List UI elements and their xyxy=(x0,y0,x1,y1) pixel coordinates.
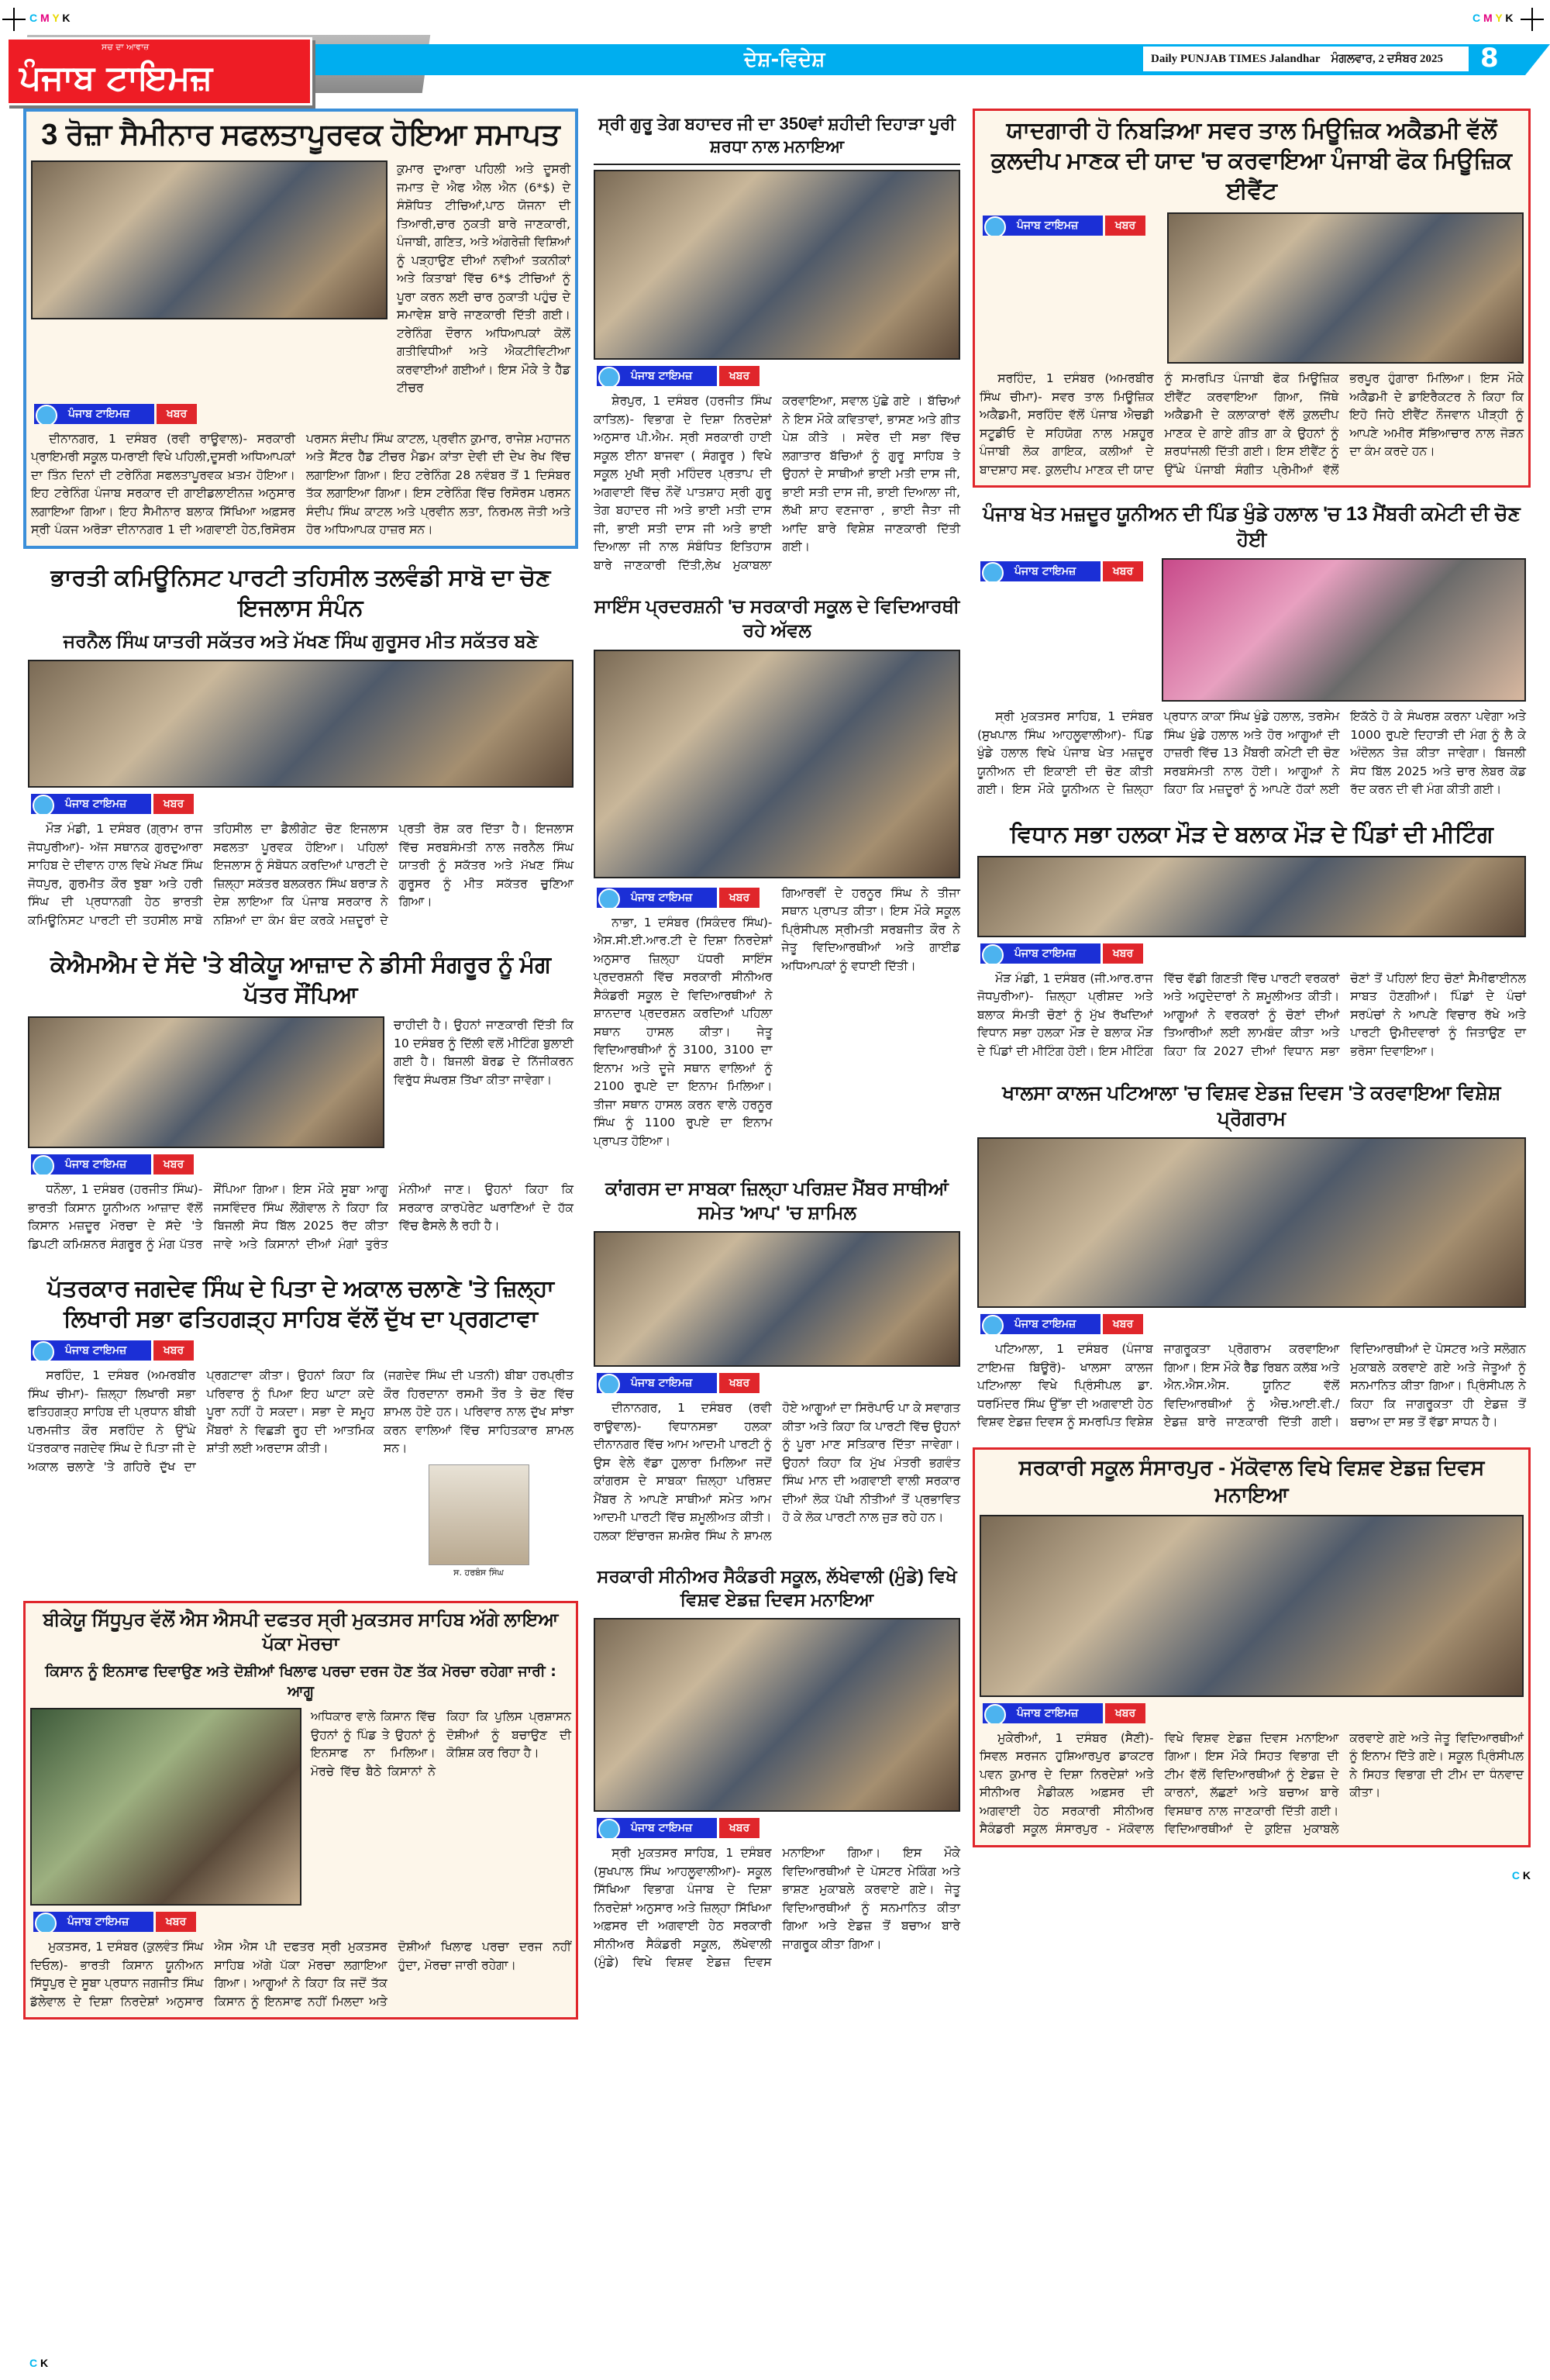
headline: ਸਰਕਾਰੀ ਸਕੂਲ ਸੰਸਾਰਪੁਰ - ਮੱਕੋਵਾਲ ਵਿਖੇ ਵਿਸ਼ਵ ਏਡਜ਼ ਦਿਵਸ ਮਨਾਇਆ xyxy=(1018,1455,1485,1506)
punjab-times-khabar-badge: ਪੰਜਾਬ ਟਾਇਮਜ਼ ਖਬਰ xyxy=(597,888,760,908)
punjab-times-khabar-badge: ਪੰਜਾਬ ਟਾਇਮਜ਼ ਖਬਰ xyxy=(31,1154,194,1174)
registration-cross xyxy=(1521,8,1544,31)
article-text: ਦੀਨਾਨਗਰ, 1 ਦਸੰਬਰ (ਰਵੀ ਰਾਊਵਾਲ)- ਸਰਕਾਰੀ ਪ੍ਰਾਇਮਰੀ ਸਕੂਲ ਧਮਰਾਈ ਵਿਖੇ ਪਹਿਲੀ,ਦੂਸਰੀ ਅਧਿਆਪਕਾਂ ਦਾ ਤਿੰਨ ਦਿਨਾਂ ਦੀ ਟਰੇਨਿੰਗ ਸਫਲਤਾਪੂਰਵਕ ਖ਼ਤਮ ਹੋਇਆ। ਇਹ ਟਰੇਨਿੰਗ ਪੰਜਾਬ ਸਰਕਾਰ ਦੀ ਗਾਈਡਲਾਈਨਜ਼ ਅਨੁਸਾਰ ਲਗਾਇਆ ਗਿਆ। ਇਹ ਸੈਮੀਨਾਰ ਬਲਾਕ ਸਿੱਖਿਆ ਅਫ਼ਸਰ ਸ੍ਰੀ ਪੰਕਜ ਅਰੋੜਾ ਦੀਨਾਨਗਰ 1 ਦੀ ਅਗਵਾਈ ਹੇਠ,ਰਿਸੋਰਸ ਪਰਸਨ ਸੰਦੀਪ ਸਿੰਘ ਕਾਟਲ, ਪ੍ਰਵੀਨ ਕੁਮਾਰ, ਰਾਜੇਸ਼ ਮਹਾਜਨ ਅਤੇ ਸੈਂਟਰ ਹੈੱਡ ਟੀਚਰ ਮੈਡਮ ਕਾਂਤਾ ਦੇਵੀ ਦੀ ਦੇਖ ਰੇਖ ਵਿੱਚ ਲਗਾਇਆ ਗਿਆ। ਇਹ ਟਰੇਨਿੰਗ 28 ਨਵੰਬਰ ਤੋਂ 1 ਦਿਸੰਬਰ ਤੱਕ ਲਗਾਇਆ ਗਿਆ। ਇਸ ਟਰੇਨਿੰਗ ਵਿੱਚ ਰਿਸੋਰਸ ਪਰਸਨ ਸੰਦੀਪ ਸਿੰਘ ਕਾਟਲ ਅਤੇ ਪ੍ਰਵੀਨ ਲਤਾ, ਨਿਰਮਲ ਜੋਤੀ ਅਤੇ ਹੋਰ ਅਧਿਆਪਕ ਹਾਜ਼ਰ ਸਨ। xyxy=(31,431,570,537)
headline: ਭਾਰਤੀ ਕਮਿਊਨਿਸਟ ਪਾਰਟੀ ਤਹਿਸੀਲ ਤਲਵੰਡੀ ਸਾਬੋ ਦਾ ਚੋਣ ਇਜਲਾਸ ਸੰਪੰਨ xyxy=(50,564,551,621)
photo xyxy=(977,856,1526,937)
subhead: ਜਰਨੈਲ ਸਿੰਘ ਯਾਤਰੀ ਸਕੱਤਰ ਅਤੇ ਮੱਖਣ ਸਿੰਘ ਗੁਰੂਸਰ ਮੀਤ ਸਕੱਤਰ ਬਣੇ xyxy=(63,630,539,652)
article-kuldeep-manak xyxy=(973,109,1531,488)
headline: ਪੰਜਾਬ ਖੇਤ ਮਜ਼ਦੂਰ ਯੂਨੀਅਨ ਦੀ ਪਿੰਡ ਖੁੰਡੇ ਹਲਾਲ 'ਚ 13 ਮੈਂਬਰੀ ਕਮੇਟੀ ਦੀ ਚੋਣ ਹੋਈ xyxy=(983,503,1521,550)
portrait-caption: ਸ. ਹਰਬੰਸ ਸਿੰਘ xyxy=(453,1567,504,1578)
punjab-times-khabar-badge: ਪੰਜਾਬ ਟਾਇਮਜ਼ ਖਬਰ xyxy=(983,216,1145,236)
divider xyxy=(594,164,960,165)
tagline: ਸਚ ਦਾ ਆਵਾਜ਼ xyxy=(102,42,150,52)
article-text: ਸ੍ਰੀ ਮੁਕਤਸਰ ਸਾਹਿਬ, 1 ਦਸੰਬਰ (ਸੁਖਪਾਲ ਸਿੰਘ ਆਹਲੂਵਾਲੀਆ)- ਪਿੰਡ ਖੁੰਡੇ ਹਲਾਲ ਵਿਖੇ ਪੰਜਾਬ ਖੇਤ ਮਜ਼ਦੂਰ ਯੂਨੀਅਨ ਦੀ ਇਕਾਈ ਦੀ ਚੋਣ ਕੀਤੀ ਗਈ। ਇਸ ਮੌਕੇ ਯੂਨੀਅਨ ਦੇ ਜ਼ਿਲ੍ਹਾ ਪ੍ਰਧਾਨ ਕਾਕਾ ਸਿੰਘ ਖੁੰਡੇ ਹਲਾਲ, ਤਰਸੇਮ ਸਿੰਘ ਖੁੰਡੇ ਹਲਾਲ ਅਤੇ ਹੋਰ ਆਗੂਆਂ ਦੀ ਹਾਜ਼ਰੀ ਵਿੱਚ 13 ਮੈਂਬਰੀ ਕਮੇਟੀ ਦੀ ਚੋਣ ਸਰਬਸੰਮਤੀ ਨਾਲ ਹੋਈ। ਆਗੂਆਂ ਨੇ ਕਿਹਾ ਕਿ ਮਜ਼ਦੂਰਾਂ ਨੂੰ ਆਪਣੇ ਹੱਕਾਂ ਲਈ ਇਕੱਠੇ ਹੋ ਕੇ ਸੰਘਰਸ਼ ਕਰਨਾ ਪਵੇਗਾ ਅਤੇ 1000 ਰੁਪਏ ਦਿਹਾੜੀ ਦੀ ਮੰਗ ਨੂੰ ਲੈ ਕੇ ਅੰਦੋਲਨ ਤੇਜ਼ ਕੀਤਾ ਜਾਵੇਗਾ। ਬਿਜਲੀ ਸੋਧ ਬਿੱਲ 2025 ਅਤੇ ਚਾਰ ਲੇਬਰ ਕੋਡ ਰੱਦ ਕਰਨ ਦੀ ਵੀ ਮੰਗ ਕੀਤੀ ਗਈ। xyxy=(977,709,1526,796)
photo xyxy=(28,660,574,788)
paper-logo xyxy=(6,37,312,105)
footer-registration xyxy=(973,1864,1531,1888)
headline: 3 ਰੋਜ਼ਾ ਸੈਮੀਨਾਰ ਸਫਲਤਾਪੂਰਵਕ ਹੋਇਆ ਸਮਾਪਤ xyxy=(41,119,560,151)
article-text: ਮੌੜ ਮੰਡੀ, 1 ਦਸੰਬਰ (ਜੀ.ਆਰ.ਰਾਜ ਜੋਧਪੁਰੀਆ)- ਜ਼ਿਲ੍ਹਾ ਪ੍ਰੀਸ਼ਦ ਅਤੇ ਬਲਾਕ ਸੰਮਤੀ ਚੋਣਾਂ ਨੂੰ ਮੁੱਖ ਰੱਖਦਿਆਂ ਵਿਧਾਨ ਸਭਾ ਹਲਕਾ ਮੌੜ ਦੇ ਬਲਾਕ ਮੌੜ ਦੇ ਪਿੰਡਾਂ ਦੀ ਮੀਟਿੰਗ ਹੋਈ। ਇਸ ਮੀਟਿੰਗ ਵਿੱਚ ਵੱਡੀ ਗਿਣਤੀ ਵਿੱਚ ਪਾਰਟੀ ਵਰਕਰਾਂ ਅਤੇ ਅਹੁਦੇਦਾਰਾਂ ਨੇ ਸ਼ਮੂਲੀਅਤ ਕੀਤੀ। ਆਗੂਆਂ ਨੇ ਵਰਕਰਾਂ ਨੂੰ ਚੋਣਾਂ ਦੀਆਂ ਤਿਆਰੀਆਂ ਲਈ ਲਾਮਬੰਦ ਕੀਤਾ ਅਤੇ ਕਿਹਾ ਕਿ 2027 ਦੀਆਂ ਵਿਧਾਨ ਸਭਾ ਚੋਣਾਂ ਤੋਂ ਪਹਿਲਾਂ ਇਹ ਚੋਣਾਂ ਸੈਮੀਫਾਈਨਲ ਸਾਬਤ ਹੋਣਗੀਆਂ। ਪਿੰਡਾਂ ਦੇ ਪੰਚਾਂ ਸਰਪੰਚਾਂ ਨੇ ਆਪਣੇ ਵਿਚਾਰ ਰੱਖੇ ਅਤੇ ਪਾਰਟੀ ਉਮੀਦਵਾਰਾਂ ਨੂੰ ਜਿਤਾਉਣ ਦਾ ਭਰੋਸਾ ਦਿਵਾਇਆ। xyxy=(977,971,1526,1058)
headline: ਸਾਇੰਸ ਪ੍ਰਦਰਸ਼ਨੀ 'ਚ ਸਰਕਾਰੀ ਸਕੂਲ ਦੇ ਵਿਦਿਆਰਥੀ ਰਹੇ ਅੱਵਲ xyxy=(594,596,960,642)
photo xyxy=(594,170,960,360)
portrait-image xyxy=(429,1464,529,1565)
punjab-times-khabar-badge: ਪੰਜਾਬ ਟਾਇਮਜ਼ ਖਬਰ xyxy=(597,366,760,386)
edition-name: Daily PUNJAB TIMES Jalandhar xyxy=(1151,52,1321,65)
punjab-times-khabar-badge: ਪੰਜਾਬ ਟਾਇਮਜ਼ ਖਬਰ xyxy=(597,1818,760,1838)
article-science xyxy=(589,590,965,1163)
article-text: ਮੌੜ ਮੰਡੀ, 1 ਦਸੰਬਰ (ਗ੍ਰਾਮ ਰਾਜ ਜੋਧਪੁਰੀਆ)- ਅੱਜ ਸਥਾਨਕ ਗੁਰਦੁਆਰਾ ਸਾਹਿਬ ਦੇ ਦੀਵਾਨ ਹਾਲ ਵਿਖੇ ਮੱਖਣ ਸਿੰਘ ਜੋਧਪੁਰ, ਗੁਰਮੀਤ ਕੌਰ ਝੁਬਾ ਅਤੇ ਹਰੀ ਸਿੰਘ ਦੀ ਪ੍ਰਧਾਨਗੀ ਹੇਠ ਭਾਰਤੀ ਕਮਿਊਨਿਸਟ ਪਾਰਟੀ ਦੀ ਤਹਸੀਲ ਸਾਬੋ ਤਹਿਸੀਲ ਦਾ ਡੈਲੀਗੇਟ ਚੋਣ ਇਜਲਾਸ ਸਫਲਤਾ ਪੂਰਵਕ ਹੋਇਆ। ਪਹਿਲਾਂ ਇਜਲਾਸ ਨੂੰ ਸੰਬੋਧਨ ਕਰਦਿਆਂ ਪਾਰਟੀ ਦੇ ਜ਼ਿਲ੍ਹਾ ਸਕੱਤਰ ਬਲਕਰਨ ਸਿੰਘ ਬਰਾੜ ਨੇ ਦੇਸ਼ ਲਾਇਆ ਕਿ ਪੰਜਾਬ ਸਰਕਾਰ ਨੇ ਨਸ਼ਿਆਂ ਦਾ ਕੰਮ ਬੰਦ ਕਰਕੇ ਮਜ਼ਦੂਰਾਂ ਦੇ ਪ੍ਰਤੀ ਰੋਸ਼ ਕਰ ਦਿੱਤਾ ਹੈ। ਇਜਲਾਸ ਵਿੱਚ ਸਰਬਸੰਮਤੀ ਨਾਲ ਜਰਨੈਲ ਸਿੰਘ ਯਾਤਰੀ ਨੂੰ ਸਕੱਤਰ ਅਤੇ ਮੱਖਣ ਸਿੰਘ ਗੁਰੂਸਰ ਨੂੰ ਮੀਤ ਸਕੱਤਰ ਚੁਣਿਆ ਗਿਆ। xyxy=(28,822,574,927)
cmyk-mark: C M Y K xyxy=(1472,12,1514,24)
photo xyxy=(1162,558,1526,702)
headline: ਸ੍ਰੀ ਗੁਰੂ ਤੇਗ ਬਹਾਦਰ ਜੀ ਦਾ 350ਵਾਂ ਸ਼ਹੀਦੀ ਦਿਹਾੜਾ ਪੂਰੀ ਸ਼ਰਧਾ ਨਾਲ ਮਨਾਇਆ xyxy=(598,114,956,156)
article-lakhewali xyxy=(589,1561,965,1978)
article-bku-sidhupur xyxy=(23,1601,578,2020)
article-kmm xyxy=(23,945,578,1260)
punjab-times-khabar-badge: ਪੰਜਾਬ ਟਾਇਮਜ਼ ਖਬਰ xyxy=(31,794,194,814)
section-title: ਦੇਸ਼-ਵਿਦੇਸ਼ xyxy=(744,48,825,71)
headline: ਖਾਲਸਾ ਕਾਲਜ ਪਟਿਆਲਾ 'ਚ ਵਿਸ਼ਵ ਏਡਜ਼ ਦਿਵਸ 'ਤੇ ਕਰਵਾਇਆ ਵਿਸ਼ੇਸ਼ ਪ੍ਰੋਗਰਾਮ xyxy=(1002,1082,1501,1130)
page-number: 8 xyxy=(1480,43,1499,74)
article-text: ਮੁਕਤਸਰ, 1 ਦਸੰਬਰ (ਕੁਲਵੰਤ ਸਿੰਘ ਦਿਓਲ)- ਭਾਰਤੀ ਕਿਸਾਨ ਯੂਨੀਅਨ ਸਿੱਧੂਪੁਰ ਦੇ ਸੂਬਾ ਪ੍ਰਧਾਨ ਜਗਜੀਤ ਸਿੰਘ ਡੱਲੇਵਾਲ ਦੇ ਦਿਸ਼ਾ ਨਿਰਦੇਸ਼ਾਂ ਅਨੁਸਾਰ ਐਸ ਐਸ ਪੀ ਦਫਤਰ ਸ੍ਰੀ ਮੁਕਤਸਰ ਸਾਹਿਬ ਅੱਗੇ ਪੱਕਾ ਮੋਰਚਾ ਲਗਾਇਆ ਗਿਆ। ਆਗੂਆਂ ਨੇ ਕਿਹਾ ਕਿ ਜਦੋਂ ਤੱਕ ਕਿਸਾਨ ਨੂੰ ਇਨਸਾਫ ਨਹੀਂ ਮਿਲਦਾ ਅਤੇ ਦੋਸ਼ੀਆਂ ਖਿਲਾਫ ਪਰਚਾ ਦਰਜ ਨਹੀਂ ਹੁੰਦਾ, ਮੋਰਚਾ ਜਾਰੀ ਰਹੇਗਾ। xyxy=(30,1940,571,2009)
article-congress xyxy=(589,1172,965,1551)
photo xyxy=(594,650,960,878)
paper-name: ਪੰਜਾਬ ਟਾਇਮਜ਼ xyxy=(19,58,213,98)
photo xyxy=(31,160,388,319)
article-khet-mazdoor xyxy=(973,497,1531,805)
headline: ਵਿਧਾਨ ਸਭਾ ਹਲਕਾ ਮੌੜ ਦੇ ਬਲਾਕ ਮੌੜ ਦੇ ਪਿੰਡਾਂ ਦੀ ਮੀਟਿੰਗ xyxy=(1010,821,1493,847)
subhead: ਕਿਸਾਨ ਨੂੰ ਇਨਸਾਫ ਦਿਵਾਉਣ ਅਤੇ ਦੋਸ਼ੀਆਂ ਖਿਲਾਫ ਪਰਚਾ ਦਰਜ ਹੋਣ ਤੱਕ ਮੋਰਚਾ ਰਹੇਗਾ ਜਾਰੀ : ਆਗੂ xyxy=(45,1662,556,1700)
punjab-times-khabar-badge: ਪੰਜਾਬ ਟਾਇਮਜ਼ ਖਬਰ xyxy=(980,561,1143,581)
article-text: ਸ਼ੇਰਪੁਰ, 1 ਦਸੰਬਰ (ਹਰਜੀਤ ਸਿੰਘ ਕਾਤਿਲ)- ਵਿਭਾਗ ਦੇ ਦਿਸ਼ਾ ਨਿਰਦੇਸ਼ਾਂ ਅਨੁਸਾਰ ਪੀ.ਐਮ. ਸ੍ਰੀ ਸਰਕਾਰੀ ਹਾਈ ਸਕੂਲ ਈਨਾ ਬਾਜਵਾ ( ਸੰਗਰੂਰ ) ਵਿਖੇ ਸਕੂਲ ਮੁਖੀ ਸ੍ਰੀ ਮਹਿੰਦਰ ਪ੍ਰਤਾਪ ਦੀ ਅਗਵਾਈ ਵਿੱਚ ਨੌਵੇਂ ਪਾਤਸ਼ਾਹ ਸ੍ਰੀ ਗੁਰੂ ਤੇਗ ਬਹਾਦਰ ਜੀ ਅਤੇ ਭਾਈ ਮਤੀ ਦਾਸ ਜੀ, ਭਾਈ ਸਤੀ ਦਾਸ ਜੀ ਅਤੇ ਭਾਈ ਦਿਆਲਾ ਜੀ ਨਾਲ ਸੰਬੰਧਿਤ ਇਤਿਹਾਸ ਬਾਰੇ ਜਾਣਕਾਰੀ ਦਿੱਤੀ,ਲੇਖ ਮੁਕਾਬਲਾ ਕਰਵਾਇਆ, ਸਵਾਲ ਪੁੱਛੇ ਗਏ । ਬੱਚਿਆਂ ਨੇ ਇਸ ਮੌਕੇ ਕਵਿਤਾਵਾਂ, ਭਾਸਣ ਅਤੇ ਗੀਤ ਪੇਸ਼ ਕੀਤੇ । ਸਵੇਰ ਦੀ ਸਭਾ ਵਿੱਚ ਲਗਾਤਾਰ ਬੱਚਿਆਂ ਨੂੰ ਗੁਰੂ ਸਾਹਿਬ ਤੇ ਉਹਨਾਂ ਦੇ ਸਾਥੀਆਂ ਭਾਈ ਮਤੀ ਦਾਸ ਜੀ, ਭਾਈ ਸਤੀ ਦਾਸ ਜੀ, ਭਾਈ ਦਿਆਲਾ ਜੀ, ਲੱਖੀ ਸ਼ਾਹ ਵਣਜਾਰਾ , ਭਾਈ ਜੈਤਾ ਜੀ ਆਦਿ ਬਾਰੇ ਵਿਸ਼ੇਸ਼ ਜਾਣਕਾਰੀ ਦਿੱਤੀ ਗਈ। xyxy=(594,394,960,572)
article-jagdev xyxy=(23,1269,578,1592)
article-guru-tegh-bahadur xyxy=(589,109,965,581)
punjab-times-khabar-badge: ਪੰਜਾਬ ਟਾਇਮਜ਼ ਖਬਰ xyxy=(980,943,1143,964)
article-text: (ਜਗਦੇਵ ਸਿੰਘ ਦੀ ਪਤਨੀ) ਬੀਬਾ ਹਰਪ੍ਰੀਤ ਕੌਰ ਹਿਰਦਾਨਾ ਰਸਮੀ ਤੌਰ ਤੇ ਚੋਣ ਵਿੱਚ ਸ਼ਾਮਲ ਹੋਏ ਹਨ। ਪਰਿਵਾਰ ਨਾਲ ਦੁੱਖ ਸਾਂਝਾ ਕਰਨ ਵਾਲਿਆਂ ਵਿੱਚ ਸਾਹਿਤਕਾਰ ਸ਼ਾਮਲ ਸਨ। xyxy=(384,1368,574,1456)
cmyk-mark: C M Y K xyxy=(29,12,71,24)
article-sansarpur xyxy=(973,1447,1531,1847)
photo xyxy=(594,1618,960,1812)
article-communist xyxy=(23,558,578,936)
headline: ਯਾਦਗਾਰੀ ਹੋ ਨਿਬੜਿਆ ਸਵਰ ਤਾਲ ਮਿਊਜ਼ਿਕ ਅਕੈਡਮੀ ਵੱਲੋਂ ਕੁਲਦੀਪ ਮਾਣਕ ਦੀ ਯਾਦ 'ਚ ਕਰਵਾਇਆ ਪੰਜਾਬੀ ਫੋਕ ਮਿਊਜ਼ਿਕ ਈਵੈਂਟ xyxy=(991,118,1512,204)
article-text: ਸਰਹਿੰਦ, 1 ਦਸੰਬਰ (ਅਮਰਬੀਰ ਸਿੰਘ ਚੀਮਾ)- ਸਵਰ ਤਾਲ ਮਿਊਜ਼ਿਕ ਅਕੈਡਮੀ, ਸਰਹਿੰਦ ਵੱਲੋਂ ਪੰਜਾਬ ਐਚਡੀ ਸਟੂਡੀਓ ਦੇ ਸਹਿਯੋਗ ਨਾਲ ਮਸ਼ਹੂਰ ਪੰਜਾਬੀ ਲੋਕ ਗਾਇਕ, ਕਲੀਆਂ ਦੇ ਬਾਦਸ਼ਾਹ ਸਵ. ਕੁਲਦੀਪ ਮਾਣਕ ਦੀ ਯਾਦ ਨੂੰ ਸਮਰਪਿਤ ਪੰਜਾਬੀ ਫੋਕ ਮਿਊਜ਼ਿਕ ਈਵੈਂਟ ਕਰਵਾਇਆ ਗਿਆ, ਜਿੱਥੇ ਅਕੈਡਮੀ ਦੇ ਕਲਾਕਾਰਾਂ ਵੱਲੋਂ ਕੁਲਦੀਪ ਮਾਣਕ ਦੇ ਗਾਏ ਗੀਤ ਗਾ ਕੇ ਉਹਨਾਂ ਨੂੰ ਸ਼ਰਧਾਂਜਲੀ ਦਿੱਤੀ ਗਈ। ਇਸ ਈਵੈਂਟ ਨੂੰ ਉੱਘੇ ਪੰਜਾਬੀ ਸੰਗੀਤ ਪ੍ਰੇਮੀਆਂ ਵੱਲੋਂ ਭਰਪੂਰ ਹੁੰਗਾਰਾ ਮਿਲਿਆ। ਇਸ ਮੌਕੇ ਅਕੈਡਮੀ ਦੇ ਡਾਇਰੈਕਟਰ ਨੇ ਕਿਹਾ ਕਿ ਇਹੋ ਜਿਹੇ ਈਵੈਂਟ ਨੌਜਵਾਨ ਪੀੜ੍ਹੀ ਨੂੰ ਆਪਣੇ ਅਮੀਰ ਸੱਭਿਆਚਾਰ ਨਾਲ ਜੋੜਨ ਦਾ ਕੰਮ ਕਰਦੇ ਹਨ। xyxy=(980,371,1524,477)
portrait-photo xyxy=(429,1464,529,1579)
article-text: ਅਧਿਕਾਰ ਵਾਲੇ ਕਿਸਾਨ ਵਿੱਚ ਉਹਨਾਂ ਨੂੰ ਪਿੰਡ ਤੇ ਉਹਨਾਂ ਨੂੰ ਇਨਸਾਫ ਨਾ ਮਿਲਿਆ। ਮੋਰਚੇ ਵਿੱਚ ਬੈਠੇ ਕਿਸਾਨਾਂ ਨੇ ਕਿਹਾ ਕਿ ਪੁਲਿਸ ਪ੍ਰਸ਼ਾਸਨ ਦੋਸ਼ੀਆਂ ਨੂੰ ਬਚਾਉਣ ਦੀ ਕੋਸ਼ਿਸ਼ ਕਰ ਰਿਹਾ ਹੈ। xyxy=(311,1709,571,1778)
article-text: ਮੁਕੇਰੀਆਂ, 1 ਦਸੰਬਰ (ਸੈਣੀ)- ਸਿਵਲ ਸਰਜਨ ਹੁਸ਼ਿਆਰਪੁਰ ਡਾਕਟਰ ਪਵਨ ਕੁਮਾਰ ਦੇ ਦਿਸ਼ਾ ਨਿਰਦੇਸ਼ਾਂ ਅਤੇ ਸੀਨੀਅਰ ਮੈਡੀਕਲ ਅਫ਼ਸਰ ਦੀ ਅਗਵਾਈ ਹੇਠ ਸਰਕਾਰੀ ਸੀਨੀਅਰ ਸੈਕੰਡਰੀ ਸਕੂਲ ਸੰਸਾਰਪੁਰ - ਮੱਕੋਵਾਲ ਵਿਖੇ ਵਿਸ਼ਵ ਏਡਜ਼ ਦਿਵਸ ਮਨਾਇਆ ਗਿਆ। ਇਸ ਮੌਕੇ ਸਿਹਤ ਵਿਭਾਗ ਦੀ ਟੀਮ ਵੱਲੋਂ ਵਿਦਿਆਰਥੀਆਂ ਨੂੰ ਏਡਜ਼ ਦੇ ਕਾਰਨਾਂ, ਲੱਛਣਾਂ ਅਤੇ ਬਚਾਅ ਬਾਰੇ ਵਿਸਥਾਰ ਨਾਲ ਜਾਣਕਾਰੀ ਦਿੱਤੀ ਗਈ। ਵਿਦਿਆਰਥੀਆਂ ਦੇ ਕੁਇਜ਼ ਮੁਕਾਬਲੇ ਕਰਵਾਏ ਗਏ ਅਤੇ ਜੇਤੂ ਵਿਦਿਆਰਥੀਆਂ ਨੂੰ ਇਨਾਮ ਦਿੱਤੇ ਗਏ। ਸਕੂਲ ਪ੍ਰਿੰਸੀਪਲ ਨੇ ਸਿਹਤ ਵਿਭਾਗ ਦੀ ਟੀਮ ਦਾ ਧੰਨਵਾਦ ਕੀਤਾ। xyxy=(980,1730,1524,1837)
article-text: ਚਾਹੀਦੀ ਹੈ। ਉਹਨਾਂ ਜਾਣਕਾਰੀ ਦਿੱਤੀ ਕਿ 10 ਦਸੰਬਰ ਨੂੰ ਦਿੱਲੀ ਵਲੋਂ ਮੀਟਿੰਗ ਬੁਲਾਈ ਗਈ ਹੈ। ਬਿਜਲੀ ਬੋਰਡ ਦੇ ਨਿੱਜੀਕਰਨ ਵਿਰੁੱਧ ਸੰਘਰਸ਼ ਤਿੱਖਾ ਕੀਤਾ ਜਾਵੇਗਾ। xyxy=(394,1018,574,1087)
article-text: ਨਾਭਾ, 1 ਦਸੰਬਰ (ਸਿਕੰਦਰ ਸਿੰਘ)- ਐਸ.ਸੀ.ਈ.ਆਰ.ਟੀ ਦੇ ਦਿਸ਼ਾ ਨਿਰਦੇਸ਼ਾਂ ਅਨੁਸਾਰ ਜ਼ਿਲ੍ਹਾ ਪੱਧਰੀ ਸਾਇੰਸ ਪ੍ਰਦਰਸ਼ਨੀ ਵਿੱਚ ਸਰਕਾਰੀ ਸੀਨੀਅਰ ਸੈਕੰਡਰੀ ਸਕੂਲ ਦੇ ਵਿਦਿਆਰਥੀਆਂ ਨੇ ਸ਼ਾਨਦਾਰ ਪ੍ਰਦਰਸ਼ਨ ਕਰਦਿਆਂ ਪਹਿਲਾ ਸਥਾਨ ਹਾਸਲ ਕੀਤਾ। ਜੇਤੂ ਵਿਦਿਆਰਥੀਆਂ ਨੂੰ 3100, 3100 ਦਾ ਇਨਾਮ ਅਤੇ ਦੂਜੇ ਸਥਾਨ ਵਾਲਿਆਂ ਨੂੰ 2100 ਰੁਪਏ ਦਾ ਇਨਾਮ ਮਿਲਿਆ। ਤੀਜਾ ਸਥਾਨ ਹਾਸਲ ਕਰਨ ਵਾਲੇ ਹਰਨੂਰ ਸਿੰਘ ਨੂੰ 1100 ਰੁਪਏ ਦਾ ਇਨਾਮ ਪ੍ਰਾਪਤ ਹੋਇਆ। xyxy=(594,915,773,1148)
edition-date xyxy=(1143,47,1469,71)
left-column xyxy=(23,109,578,2020)
article-text: ਧਨੌਲਾ, 1 ਦਸੰਬਰ (ਹਰਜੀਤ ਸਿੰਘ)- ਭਾਰਤੀ ਕਿਸਾਨ ਯੂਨੀਅਨ ਆਜ਼ਾਦ ਵੱਲੋਂ ਕਿਸਾਨ ਮਜ਼ਦੂਰ ਮੋਰਚਾ ਦੇ ਸੱਦੇ 'ਤੇ ਡਿਪਟੀ ਕਮਿਸ਼ਨਰ ਸੰਗਰੂਰ ਨੂੰ ਮੰਗ ਪੱਤਰ ਸੌਂਪਿਆ ਗਿਆ। ਇਸ ਮੌਕੇ ਸੂਬਾ ਆਗੂ ਜਸਵਿੰਦਰ ਸਿੰਘ ਲੌਂਗੋਵਾਲ ਨੇ ਕਿਹਾ ਕਿ ਬਿਜਲੀ ਸੋਧ ਬਿੱਲ 2025 ਰੱਦ ਕੀਤਾ ਜਾਵੇ ਅਤੇ ਕਿਸਾਨਾਂ ਦੀਆਂ ਮੰਗਾਂ ਤੁਰੰਤ ਮੰਨੀਆਂ ਜਾਣ। ਉਹਨਾਂ ਕਿਹਾ ਕਿ ਸਰਕਾਰ ਕਾਰਪੋਰੇਟ ਘਰਾਣਿਆਂ ਦੇ ਹੱਕ ਵਿੱਚ ਫੈਸਲੇ ਲੈ ਰਹੀ ਹੈ। xyxy=(28,1182,574,1251)
article-maur xyxy=(973,815,1531,1068)
punjab-times-khabar-badge: ਪੰਜਾਬ ਟਾਇਮਜ਼ ਖਬਰ xyxy=(980,1314,1143,1334)
headline: ਕਾਂਗਰਸ ਦਾ ਸਾਬਕਾ ਜ਼ਿਲ੍ਹਾ ਪਰਿਸ਼ਦ ਮੈਂਬਰ ਸਾਥੀਆਂ ਸਮੇਤ 'ਆਪ' 'ਚ ਸ਼ਾਮਿਲ xyxy=(605,1178,949,1224)
article-text: ਪਟਿਆਲਾ, 1 ਦਸੰਬਰ (ਪੰਜਾਬ ਟਾਇਮਜ਼ ਬਿਊਰੋ)- ਖਾਲਸਾ ਕਾਲਜ ਪਟਿਆਲਾ ਵਿਖੇ ਪ੍ਰਿੰਸੀਪਲ ਡਾ. ਧਰਮਿੰਦਰ ਸਿੰਘ ਉੱਭਾ ਦੀ ਅਗਵਾਈ ਹੇਠ ਵਿਸ਼ਵ ਏਡਜ਼ ਦਿਵਸ ਨੂੰ ਸਮਰਪਿਤ ਵਿਸ਼ੇਸ਼ ਜਾਗਰੂਕਤਾ ਪ੍ਰੋਗਰਾਮ ਕਰਵਾਇਆ ਗਿਆ। ਇਸ ਮੌਕੇ ਰੈੱਡ ਰਿਬਨ ਕਲੱਬ ਅਤੇ ਐਨ.ਐਸ.ਐਸ. ਯੂਨਿਟ ਵੱਲੋਂ ਵਿਦਿਆਰਥੀਆਂ ਨੂੰ ਐਚ.ਆਈ.ਵੀ./ਏਡਜ਼ ਬਾਰੇ ਜਾਣਕਾਰੀ ਦਿੱਤੀ ਗਈ। ਵਿਦਿਆਰਥੀਆਂ ਦੇ ਪੋਸਟਰ ਅਤੇ ਸਲੋਗਨ ਮੁਕਾਬਲੇ ਕਰਵਾਏ ਗਏ ਅਤੇ ਜੇਤੂਆਂ ਨੂੰ ਸਨਮਾਨਿਤ ਕੀਤਾ ਗਿਆ। ਪ੍ਰਿੰਸੀਪਲ ਨੇ ਕਿਹਾ ਕਿ ਜਾਗਰੂਕਤਾ ਹੀ ਏਡਜ਼ ਤੋਂ ਬਚਾਅ ਦਾ ਸਭ ਤੋਂ ਵੱਡਾ ਸਾਧਨ ਹੈ। xyxy=(977,1342,1526,1429)
right-column xyxy=(973,109,1531,1888)
headline: ਕੇਐਮਐਮ ਦੇ ਸੱਦੇ 'ਤੇ ਬੀਕੇਯੂ ਆਜ਼ਾਦ ਨੇ ਡੀਸੀ ਸੰਗਰੂਰ ਨੂੰ ਮੰਗ ਪੱਤਰ ਸੌਂਪਿਆ xyxy=(50,952,552,1009)
article-seminar xyxy=(23,109,578,549)
cmyk-mark: C K xyxy=(1511,1868,1531,1882)
photo xyxy=(977,1137,1526,1308)
article-khalsa-college xyxy=(973,1076,1531,1438)
punjab-times-khabar-badge: ਪੰਜਾਬ ਟਾਇਮਜ਼ ਖਬਰ xyxy=(34,404,197,424)
headline: ਸਰਕਾਰੀ ਸੀਨੀਅਰ ਸੈਕੰਡਰੀ ਸਕੂਲ, ਲੱਖੇਵਾਲੀ (ਮੁੰਡੇ) ਵਿਖੇ ਵਿਸ਼ਵ ਏਡਜ਼ ਦਿਵਸ ਮਨਾਇਆ xyxy=(597,1566,957,1610)
headline: ਪੱਤਰਕਾਰ ਜਗਦੇਵ ਸਿੰਘ ਦੇ ਪਿਤਾ ਦੇ ਅਕਾਲ ਚਲਾਣੇ 'ਤੇ ਜ਼ਿਲ੍ਹਾ ਲਿਖਾਰੀ ਸਭਾ ਫਤਿਹਗੜ੍ਹ ਸਾਹਿਬ ਵੱਲੋਂ ਦੁੱਖ ਦਾ ਪ੍ਰਗਟਾਵਾ xyxy=(47,1276,554,1333)
registration-cross xyxy=(2,8,26,31)
article-text: ਸਰਹਿੰਦ, 1 ਦਸੰਬਰ (ਅਮਰਬੀਰ ਸਿੰਘ ਚੀਮਾ)- ਜ਼ਿਲ੍ਹਾ ਲਿਖਾਰੀ ਸਭਾ ਫਤਿਹਗੜ੍ਹ ਸਾਹਿਬ ਦੀ ਪ੍ਰਧਾਨ ਬੀਬੀ ਪਰਮਜੀਤ ਕੌਰ ਸਰਹਿੰਦ ਨੇ ਉੱਘੇ ਪੱਤਰਕਾਰ ਜਗਦੇਵ ਸਿੰਘ ਦੇ ਪਿਤਾ ਜੀ ਦੇ ਅਕਾਲ ਚਲਾਣੇ 'ਤੇ ਗਹਿਰੇ ਦੁੱਖ ਦਾ ਪ੍ਰਗਟਾਵਾ ਕੀਤਾ। ਉਹਨਾਂ ਕਿਹਾ ਕਿ ਪਰਿਵਾਰ ਨੂੰ ਪਿਆ ਇਹ ਘਾਟਾ ਕਦੇ ਪੂਰਾ ਨਹੀਂ ਹੋ ਸਕਦਾ। ਸਭਾ ਦੇ ਸਮੂਹ ਮੈਂਬਰਾਂ ਨੇ ਵਿਛੜੀ ਰੂਹ ਦੀ ਆਤਮਿਕ ਸ਼ਾਂਤੀ ਲਈ ਅਰਦਾਸ ਕੀਤੀ। xyxy=(28,1368,374,1474)
photo xyxy=(980,1515,1524,1697)
article-text: ਸ੍ਰੀ ਮੁਕਤਸਰ ਸਾਹਿਬ, 1 ਦਸੰਬਰ (ਸੁਖਪਾਲ ਸਿੰਘ ਆਹਲੂਵਾਲੀਆ)- ਸਕੂਲ ਸਿੱਖਿਆ ਵਿਭਾਗ ਪੰਜਾਬ ਦੇ ਦਿਸ਼ਾ ਨਿਰਦੇਸ਼ਾਂ ਅਨੁਸਾਰ ਅਤੇ ਜ਼ਿਲ੍ਹਾ ਸਿੱਖਿਆ ਅਫ਼ਸਰ ਦੀ ਅਗਵਾਈ ਹੇਠ ਸਰਕਾਰੀ ਸੀਨੀਅਰ ਸੈਕੰਡਰੀ ਸਕੂਲ, ਲੱਖੇਵਾਲੀ (ਮੁੰਡੇ) ਵਿਖੇ ਵਿਸ਼ਵ ਏਡਜ਼ ਦਿਵਸ ਮਨਾਇਆ ਗਿਆ। ਇਸ ਮੌਕੇ ਵਿਦਿਆਰਥੀਆਂ ਦੇ ਪੋਸਟਰ ਮੇਕਿੰਗ ਅਤੇ ਭਾਸ਼ਣ ਮੁਕਾਬਲੇ ਕਰਵਾਏ ਗਏ। ਜੇਤੂ ਵਿਦਿਆਰਥੀਆਂ ਨੂੰ ਸਨਮਾਨਿਤ ਕੀਤਾ ਗਿਆ ਅਤੇ ਏਡਜ਼ ਤੋਂ ਬਚਾਅ ਬਾਰੇ ਜਾਗਰੂਕ ਕੀਤਾ ਗਿਆ। xyxy=(594,1846,960,1970)
article-text: ਗਿਆਰਵੀਂ ਦੇ ਹਰਨੂਰ ਸਿੰਘ ਨੇ ਤੀਜਾ ਸਥਾਨ ਪ੍ਰਾਪਤ ਕੀਤਾ। ਇਸ ਮੌਕੇ ਸਕੂਲ ਪ੍ਰਿੰਸੀਪਲ ਸ੍ਰੀਮਤੀ ਸਰਬਜੀਤ ਕੌਰ ਨੇ ਜੇਤੂ ਵਿਦਿਆਰਥੀਆਂ ਅਤੇ ਗਾਈਡ ਅਧਿਆਪਕਾਂ ਨੂੰ ਵਧਾਈ ਦਿੱਤੀ। xyxy=(781,885,960,973)
cmyk-mark: C K xyxy=(29,2357,49,2369)
punjab-times-khabar-badge: ਪੰਜਾਬ ਟਾਇਮਜ਼ ਖਬਰ xyxy=(33,1912,196,1932)
middle-column xyxy=(589,109,965,1978)
issue-date: ਮੰਗਲਵਾਰ, 2 ਦਸੰਬਰ 2025 xyxy=(1331,53,1444,65)
punjab-times-khabar-badge: ਪੰਜਾਬ ਟਾਇਮਜ਼ ਖਬਰ xyxy=(31,1340,194,1361)
article-text: ਕੁਮਾਰ ਦੁਆਰਾ ਪਹਿਲੀ ਅਤੇ ਦੂਸਰੀ ਜਮਾਤ ਦੇ ਐਫ ਐਲ ਐਨ (6*$) ਦੇ ਸੰਸ਼ੋਧਿਤ ਟੀਚਿਆਂ,ਪਾਠ ਯੋਜਨਾ ਦੀ ਤਿਆਰੀ,ਚਾਰ ਨੁਕਤੀ ਬਾਰੇ ਜਾਣਕਾਰੀ, ਪੰਜਾਬੀ, ਗਣਿਤ, ਅਤੇ ਅੰਗਰੇਜ਼ੀ ਵਿਸ਼ਿਆਂ ਨੂੰ ਪੜ੍ਹਾਉਣ ਦੀਆਂ ਨਵੀਆਂ ਤਕਨੀਕਾਂ ਅਤੇ ਕਿਤਾਬਾਂ ਵਿੱਚ 6*$ ਟੀਚਿਆਂ ਨੂੰ ਪੂਰਾ ਕਰਨ ਲਈ ਚਾਰ ਨੁਕਾਤੀ ਪਹੁੰਚ ਦੇ ਸਮਾਵੇਸ਼ ਬਾਰੇ ਜਾਣਕਾਰੀ ਦਿੱਤੀ ਗਈ। ਟਰੇਨਿੰਗ ਦੌਰਾਨ ਅਧਿਆਪਕਾਂ ਕੋਲੋਂ ਗਤੀਵਿਧੀਆਂ ਅਤੇ ਐਕਟੀਵਿਟੀਆ ਕਰਵਾਈਆਂ ਗਈਆਂ। ਇਸ ਮੌਕੇ ਤੇ ਹੈੱਡ ਟੀਚਰ xyxy=(397,162,570,395)
headline: ਬੀਕੇਯੂ ਸਿੱਧੂਪੁਰ ਵੱਲੋਂ ਐਸ ਐਸਪੀ ਦਫਤਰ ਸ੍ਰੀ ਮੁਕਤਸਰ ਸਾਹਿਬ ਅੱਗੇ ਲਾਇਆ ਪੱਕਾ ਮੋਰਚਾ xyxy=(43,1609,559,1654)
photo xyxy=(1167,212,1524,364)
punjab-times-khabar-badge: ਪੰਜਾਬ ਟਾਇਮਜ਼ ਖਬਰ xyxy=(597,1373,760,1393)
punjab-times-khabar-badge: ਪੰਜਾਬ ਟਾਇਮਜ਼ ਖਬਰ xyxy=(983,1703,1145,1723)
photo xyxy=(594,1231,960,1367)
photo xyxy=(28,1016,384,1148)
article-text: ਦੀਨਾਨਗਰ, 1 ਦਸੰਬਰ (ਰਵੀ ਰਾਊਵਾਲ)- ਵਿਧਾਨਸਭਾ ਹਲਕਾ ਦੀਨਾਨਗਰ ਵਿੱਚ ਆਮ ਆਦਮੀ ਪਾਰਟੀ ਨੂੰ ਉਸ ਵੇਲੇ ਵੱਡਾ ਹੁਲਾਰਾ ਮਿਲਿਆ ਜਦੋਂ ਕਾਂਗਰਸ ਦੇ ਸਾਬਕਾ ਜ਼ਿਲ੍ਹਾ ਪਰਿਸ਼ਦ ਮੈਂਬਰ ਨੇ ਆਪਣੇ ਸਾਥੀਆਂ ਸਮੇਤ ਆਮ ਆਦਮੀ ਪਾਰਟੀ ਵਿੱਚ ਸ਼ਮੂਲੀਅਤ ਕੀਤੀ। ਹਲਕਾ ਇੰਚਾਰਜ ਸ਼ਮਸ਼ੇਰ ਸਿੰਘ ਨੇ ਸ਼ਾਮਲ ਹੋਏ ਆਗੂਆਂ ਦਾ ਸਿਰੋਪਾਓ ਪਾ ਕੇ ਸਵਾਗਤ ਕੀਤਾ ਅਤੇ ਕਿਹਾ ਕਿ ਪਾਰਟੀ ਵਿੱਚ ਉਹਨਾਂ ਨੂੰ ਪੂਰਾ ਮਾਣ ਸਤਿਕਾਰ ਦਿੱਤਾ ਜਾਵੇਗਾ। ਉਹਨਾਂ ਕਿਹਾ ਕਿ ਮੁੱਖ ਮੰਤਰੀ ਭਗਵੰਤ ਸਿੰਘ ਮਾਨ ਦੀ ਅਗਵਾਈ ਵਾਲੀ ਸਰਕਾਰ ਦੀਆਂ ਲੋਕ ਪੱਖੀ ਨੀਤੀਆਂ ਤੋਂ ਪ੍ਰਭਾਵਿਤ ਹੋ ਕੇ ਲੋਕ ਪਾਰਟੀ ਨਾਲ ਜੁੜ ਰਹੇ ਹਨ। xyxy=(594,1401,960,1543)
photo xyxy=(30,1708,301,1906)
